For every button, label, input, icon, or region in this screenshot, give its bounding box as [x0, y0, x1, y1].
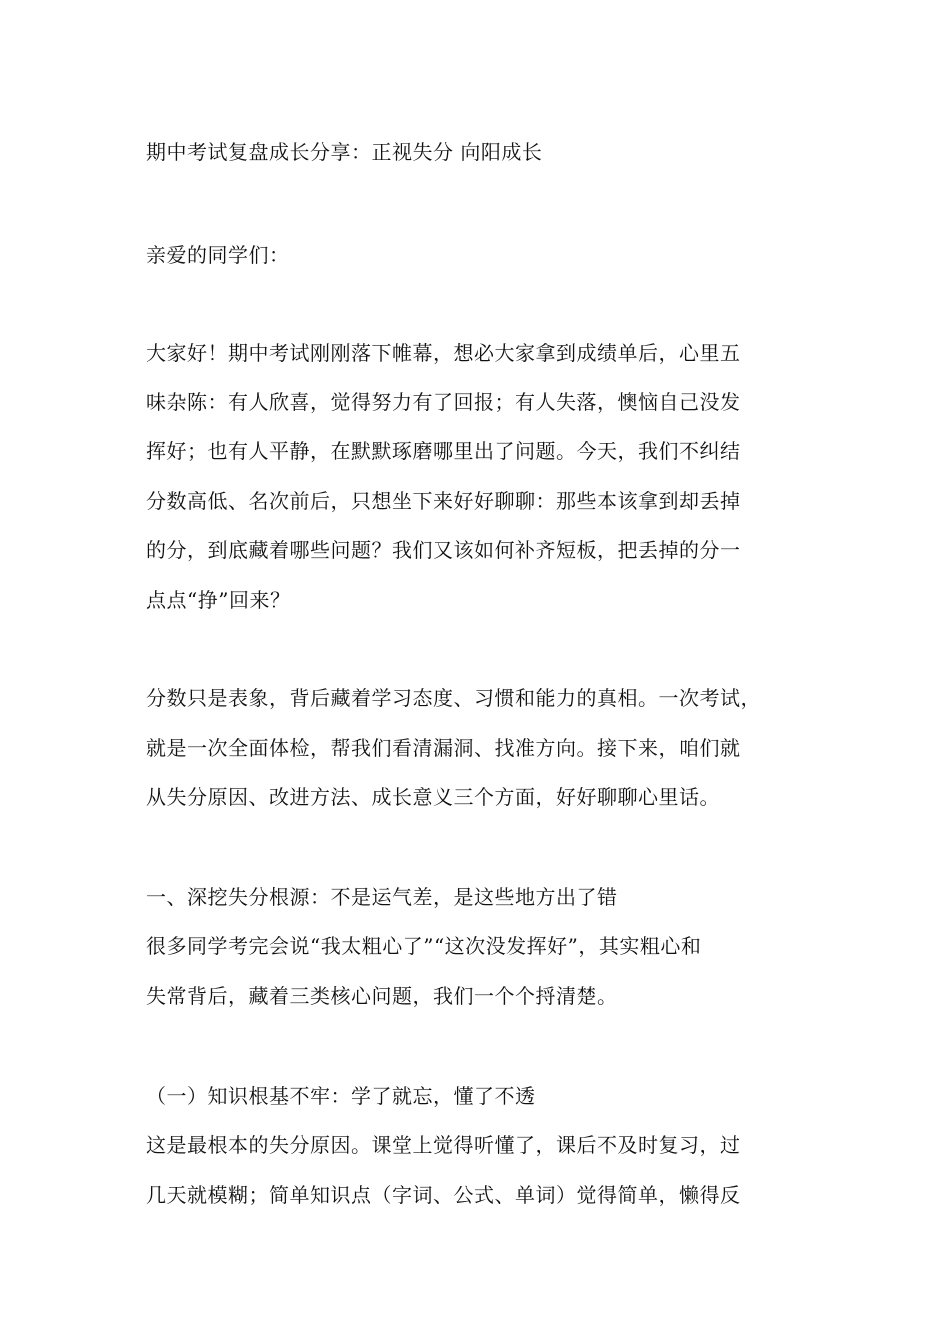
paragraph-line: 大家好！期中考试刚刚落下帷幕，想必大家拿到成绩单后，心里五 [146, 341, 741, 365]
section-heading: 一、深挖失分根源：不是运气差，是这些地方出了错 [146, 885, 618, 909]
paragraph-line: 挥好；也有人平静，在默默琢磨哪里出了问题。今天，我们不纠结 [146, 439, 741, 463]
paragraph-line: 几天就模糊；简单知识点（字词、公式、单词）觉得简单，懒得反 [146, 1183, 741, 1207]
paragraph-line: 点点“挣”回来？ [146, 588, 291, 612]
paragraph-line: 从失分原因、改进方法、成长意义三个方面，好好聊聊心里话。 [146, 785, 720, 809]
paragraph-line: 分数高低、名次前后，只想坐下来好好聊聊：那些本该拿到却丢掉 [146, 489, 741, 513]
document-title: 期中考试复盘成长分享：正视失分 向阳成长 [146, 140, 543, 164]
paragraph-line: 这是最根本的失分原因。课堂上觉得听懂了，课后不及时复习，过 [146, 1133, 741, 1157]
paragraph-line: 味杂陈：有人欣喜，觉得努力有了回报；有人失落，懊恼自己没发 [146, 390, 741, 414]
paragraph-line: 失常背后，藏着三类核心问题，我们一个个捋清楚。 [146, 984, 618, 1008]
paragraph-line: 分数只是表象，背后藏着学习态度、习惯和能力的真相。一次考试， [146, 686, 761, 710]
subsection-heading: （一）知识根基不牢：学了就忘，懂了不透 [146, 1084, 536, 1108]
paragraph-line: 很多同学考完会说“我太粗心了”“这次没发挥好”，其实粗心和 [146, 934, 702, 958]
paragraph-line: 就是一次全面体检，帮我们看清漏洞、找准方向。接下来，咱们就 [146, 736, 741, 760]
paragraph-line: 的分，到底藏着哪些问题？我们又该如何补齐短板，把丢掉的分一 [146, 538, 741, 562]
greeting: 亲爱的同学们： [146, 243, 290, 267]
